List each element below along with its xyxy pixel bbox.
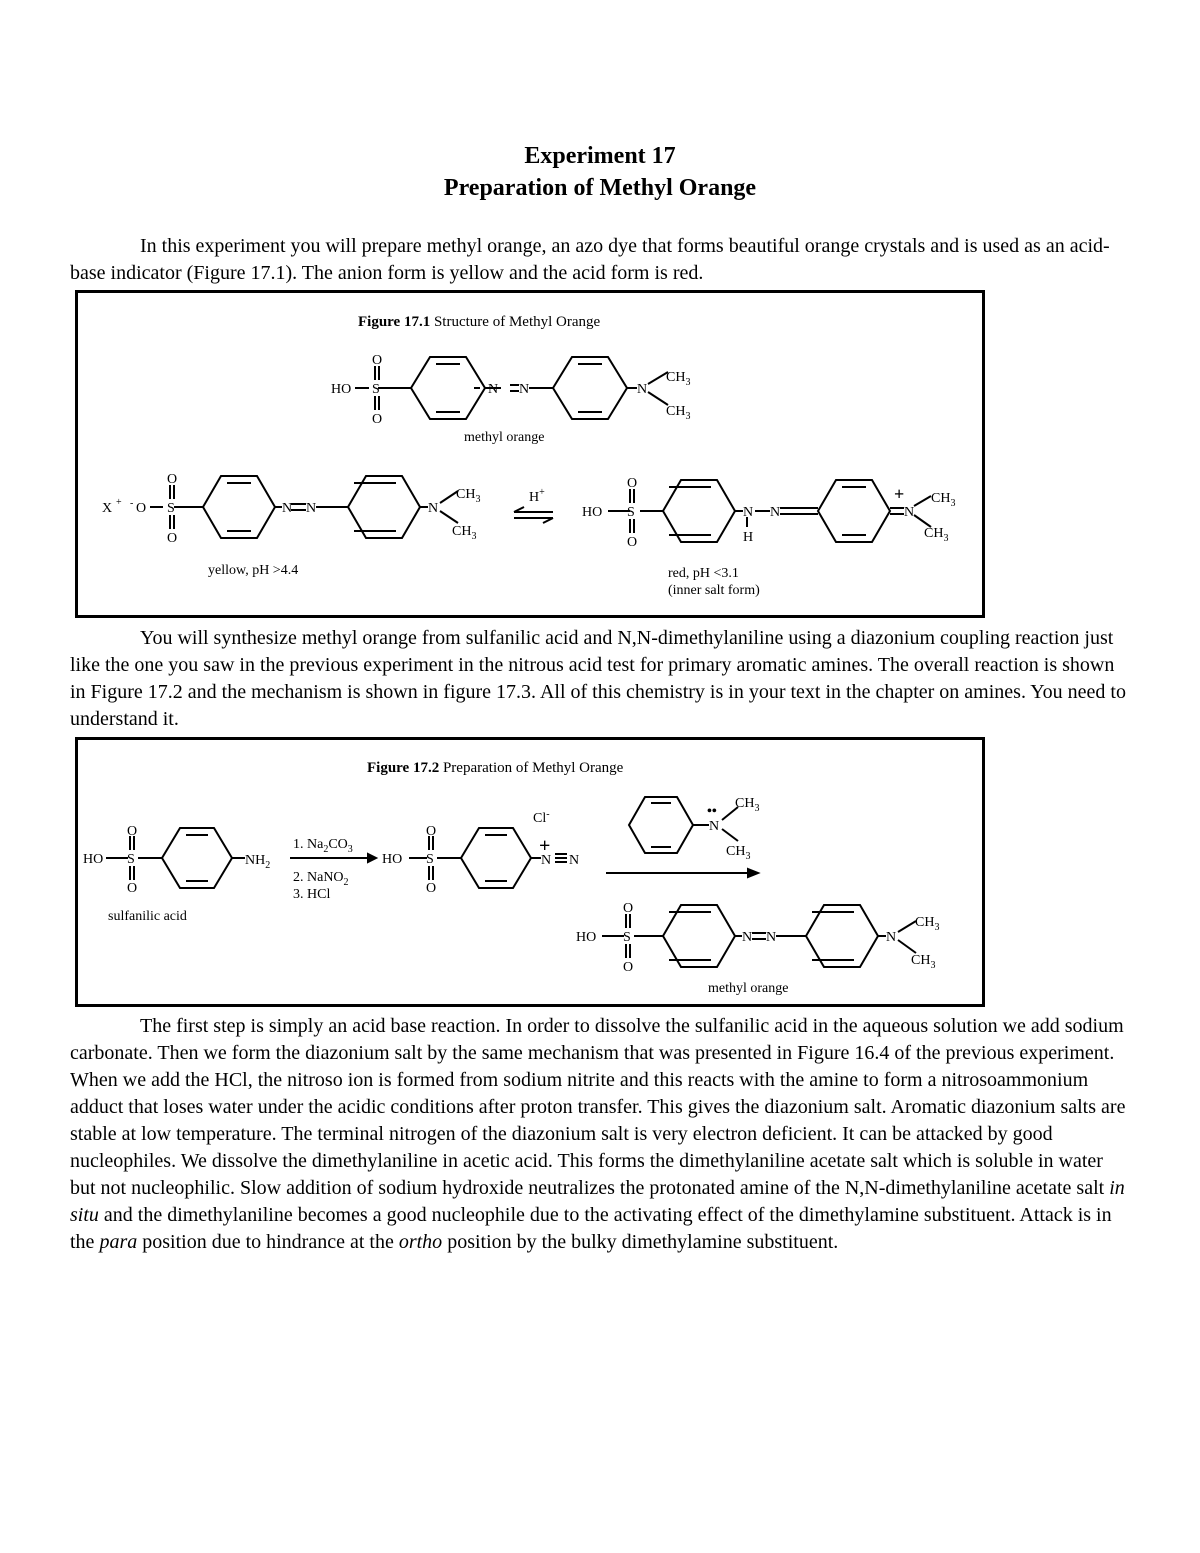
atom-n: N <box>709 819 720 834</box>
red-label: red, pH <3.1 <box>668 566 739 581</box>
methyl-group: $CH_3$ <box>726 844 751 862</box>
atom-s: S <box>127 852 135 867</box>
inner-salt-label: (inner salt form) <box>668 583 760 598</box>
atom-o: O <box>623 901 634 916</box>
methyl-group: $CH_3$ <box>915 915 940 933</box>
chloride-ion: Cl- <box>533 809 550 826</box>
atom-n: N <box>742 930 753 945</box>
atom-n: N <box>904 505 915 520</box>
atom-h: H <box>743 530 754 545</box>
minus-charge: - <box>130 498 134 509</box>
third-text-part4: position by the bulky dimethylamine substituent. <box>442 1231 839 1253</box>
atom-ho: HO <box>582 505 603 520</box>
atom-n: N <box>743 505 754 520</box>
figure-17-1 <box>75 290 985 618</box>
atom-n: N <box>428 501 439 516</box>
methyl-group: $CH_3$ <box>666 404 691 422</box>
equilibrium-label: H+ <box>529 487 545 505</box>
atom-o: O <box>627 476 638 491</box>
atom-ho: HO <box>83 852 104 867</box>
atom-o: O <box>127 881 138 896</box>
figure-17-2 <box>75 737 985 1007</box>
amine-group: $NH_2$ <box>245 853 271 871</box>
atom-o: O <box>627 535 638 550</box>
sulfanilic-acid-label: sulfanilic acid <box>108 909 187 924</box>
second-text: You will synthesize methyl orange from sulfanilic acid and N,N-dimethylaniline using a diazonium coupling reaction just like the one you saw in the previous experiment in the nitrous acid test for primary aromatic amines. The overall reaction is shown in Figure 17.2 and the mechanism is shown in figure 17.3. All of this chemistry is in your text in the chapter on amines. You need to understand it. <box>70 627 1126 730</box>
atom-n: N <box>637 382 648 397</box>
intro-paragraph <box>70 233 1132 287</box>
atom-o: O <box>167 531 178 546</box>
figure-17-2-diagram <box>78 740 982 1004</box>
methyl-group: $CH_3$ <box>931 491 956 509</box>
plus-charge: + <box>116 497 122 508</box>
reagent-step-3: 3. HCl <box>293 887 331 902</box>
atom-o: O <box>372 353 383 368</box>
atom-n: N <box>569 853 580 868</box>
methyl-group: $CH_3$ <box>924 526 949 544</box>
atom-o: O <box>623 960 634 975</box>
page-title: Experiment 17 <box>524 143 676 169</box>
methyl-group: $CH_3$ <box>452 524 477 542</box>
third-paragraph <box>70 1013 1132 1256</box>
atom-o: O <box>167 472 178 487</box>
counterion: X <box>102 501 113 516</box>
methyl-group: $CH_3$ <box>666 370 691 388</box>
atom-s: S <box>167 501 175 516</box>
atom-s: S <box>372 382 380 397</box>
third-text-part3: position due to hindrance at the <box>137 1231 399 1253</box>
atom-n: N <box>886 930 897 945</box>
atom-ho: HO <box>382 852 403 867</box>
figure-17-1-diagram <box>78 293 982 615</box>
methyl-orange-label: methyl orange <box>708 981 789 996</box>
reagent-step-1: 1. $Na_2CO_3$ <box>293 837 353 855</box>
intro-text: In this experiment you will prepare methyl orange, an azo dye that forms beautiful orange crystals and is used as an acid-base indicator (Figure 17.1). The anion form is yellow and the acid form is red. <box>70 235 1110 284</box>
methyl-group: $CH_3$ <box>911 953 936 971</box>
plus-charge: + <box>894 484 905 504</box>
atom-o: O <box>426 824 437 839</box>
atom-o: O <box>372 412 383 427</box>
third-text-part2: and the dimethylaniline becomes a good nucleophile due to the activating effect of the dimethylamine substituent. Attack is in the <box>70 1204 1112 1253</box>
atom-s: S <box>627 505 635 520</box>
para-term: para <box>99 1231 138 1253</box>
third-text-part1: The first step is simply an acid base reaction. In order to dissolve the sulfanilic acid in the aqueous solution we add sodium carbonate. Then we form the diazonium salt by the same mechanism that was presented in Figure 16.4 of the previous experiment. When we add the HCl, the nitroso ion is formed from sodium nitrite and this reacts with the amine to form a nitrosoammonium adduct that loses water under the acidic conditions after proton transfer. This gives the diazonium salt. Aromatic diazonium salts are stable at low temperature. The terminal nitrogen of the diazonium salt is very electron deficient. It can be attacked by good nucleophiles. We dissolve the dimethylaniline in acetic acid. This forms the dimethylaniline acetate salt which is soluble in water but not nucleophilic. Slow addition of sodium hydroxide neutralizes the protonated amine of the N,N-dimethylaniline acetate salt <box>70 1015 1126 1199</box>
atom-n: N <box>770 505 781 520</box>
second-paragraph <box>70 625 1132 733</box>
methyl-orange-label: methyl orange <box>464 430 545 445</box>
atom-n: N <box>488 382 499 397</box>
methyl-group: $CH_3$ <box>456 487 481 505</box>
atom-n: N <box>766 930 777 945</box>
ortho-term: ortho <box>398 1231 443 1253</box>
atom-n: N <box>541 853 552 868</box>
atom-n: N <box>306 501 317 516</box>
atom-s: S <box>426 852 434 867</box>
atom-o: O <box>426 881 437 896</box>
atom-ho: HO <box>576 930 597 945</box>
atom-n: N <box>282 501 293 516</box>
yellow-label: yellow, pH >4.4 <box>208 563 299 578</box>
lone-pair: •• <box>707 804 717 819</box>
figure-17-2-caption: Figure 17.2 Preparation of Methyl Orange <box>367 760 624 776</box>
atom-n: N <box>519 382 530 397</box>
page-subtitle: Preparation of Methyl Orange <box>443 175 757 201</box>
atom-o: O <box>136 501 147 516</box>
methyl-group: $CH_3$ <box>735 796 760 814</box>
atom-s: S <box>623 930 631 945</box>
atom-o: O <box>127 824 138 839</box>
atom-ho: HO <box>331 382 352 397</box>
plus-charge: + <box>539 835 551 857</box>
reagent-step-2: 2. NaNO$_2$ <box>293 870 349 888</box>
figure-17-1-caption: Figure 17.1 Structure of Methyl Orange <box>358 314 601 330</box>
in-situ-term: in situ <box>70 1177 1125 1226</box>
